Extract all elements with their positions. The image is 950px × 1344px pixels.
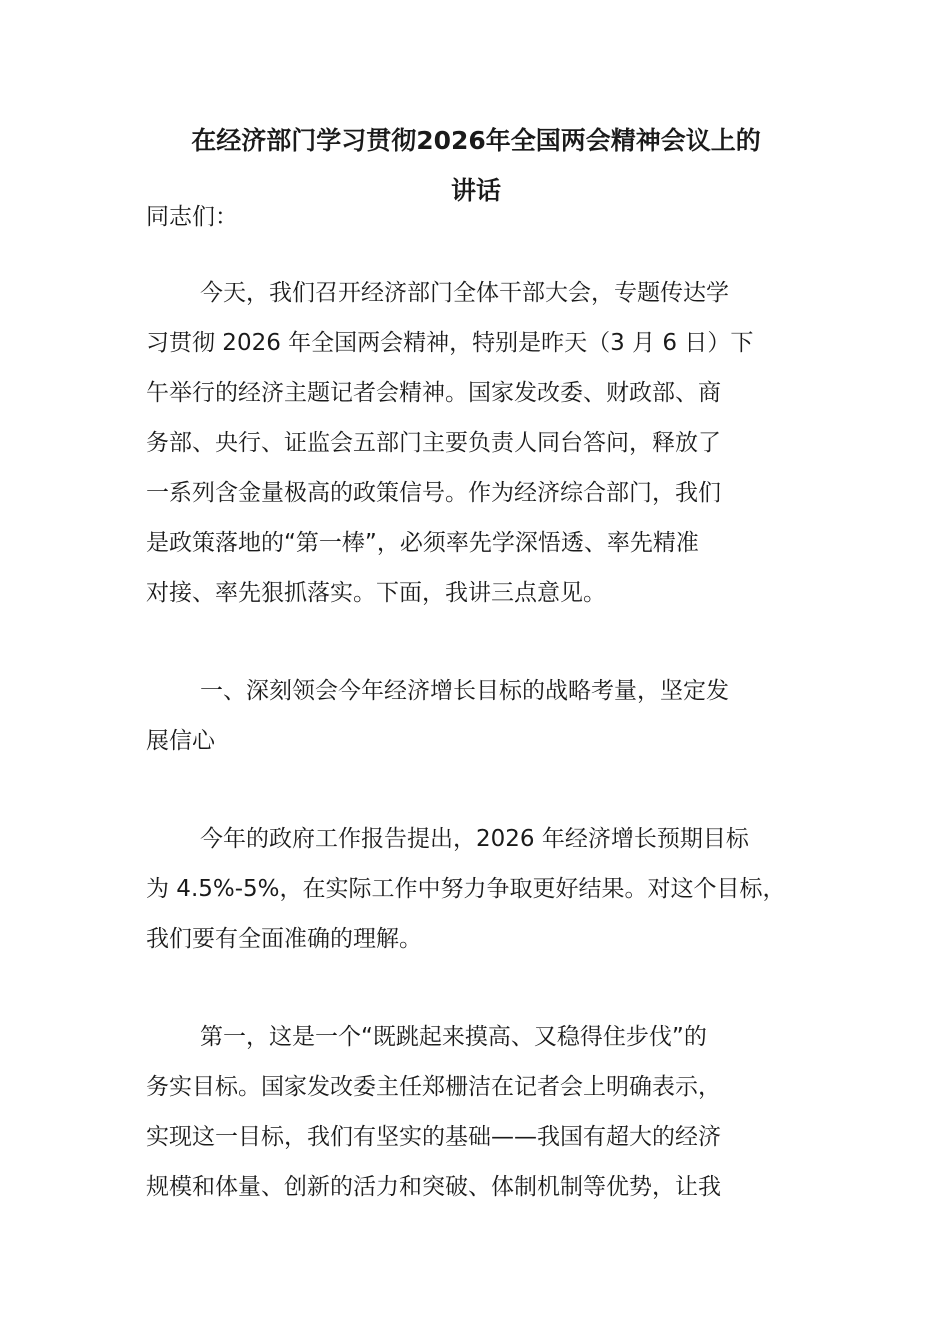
paragraph-3-line-1: 今年的政府工作报告提出，2026 年经济增长预期目标: [200, 826, 749, 852]
paragraph-4-line-4: 规模和体量、创新的活力和突破、体制机制等优势，让我: [146, 1174, 721, 1200]
paragraph-1-line-4: 务部、央行、证监会五部门主要负责人同台答问，释放了: [146, 430, 721, 456]
paragraph-1-line-1: 今天，我们召开经济部门全体干部大会，专题传达学: [200, 280, 729, 306]
paragraph-4-line-3: 实现这一目标，我们有坚实的基础——我国有超大的经济: [146, 1124, 721, 1150]
paragraph-1-line-2: 习贯彻 2026 年全国两会精神，特别是昨天（3 月 6 日）下: [146, 330, 754, 356]
paragraph-4-line-1: 第一，这是一个“既跳起来摸高、又稳得住步伐”的: [200, 1024, 707, 1050]
paragraph-4-line-2: 务实目标。国家发改委主任郑栅洁在记者会上明确表示，: [146, 1074, 721, 1100]
section-heading-line-1: 一、深刻领会今年经济增长目标的战略考量，坚定发: [200, 678, 729, 704]
paragraph-3-line-2: 为 4.5%-5%，在实际工作中努力争取更好结果。对这个目标，: [146, 876, 786, 902]
document-title-line-1: 在经济部门学习贯彻2026年全国两会精神会议上的: [191, 126, 761, 155]
document-title-line-2: 讲话: [450, 176, 501, 205]
paragraph-1-line-7: 对接、率先狠抓落实。下面，我讲三点意见。: [146, 580, 606, 606]
section-heading-line-2: 展信心: [146, 728, 215, 754]
paragraph-1-line-6: 是政策落地的“第一棒”，必须率先学深悟透、率先精准: [146, 530, 699, 556]
paragraph-3-line-3: 我们要有全面准确的理解。: [146, 926, 422, 952]
salutation: 同志们：: [146, 204, 238, 230]
paragraph-1-line-5: 一系列含金量极高的政策信号。作为经济综合部门，我们: [146, 480, 721, 506]
paragraph-1-line-3: 午举行的经济主题记者会精神。国家发改委、财政部、商: [146, 380, 721, 406]
